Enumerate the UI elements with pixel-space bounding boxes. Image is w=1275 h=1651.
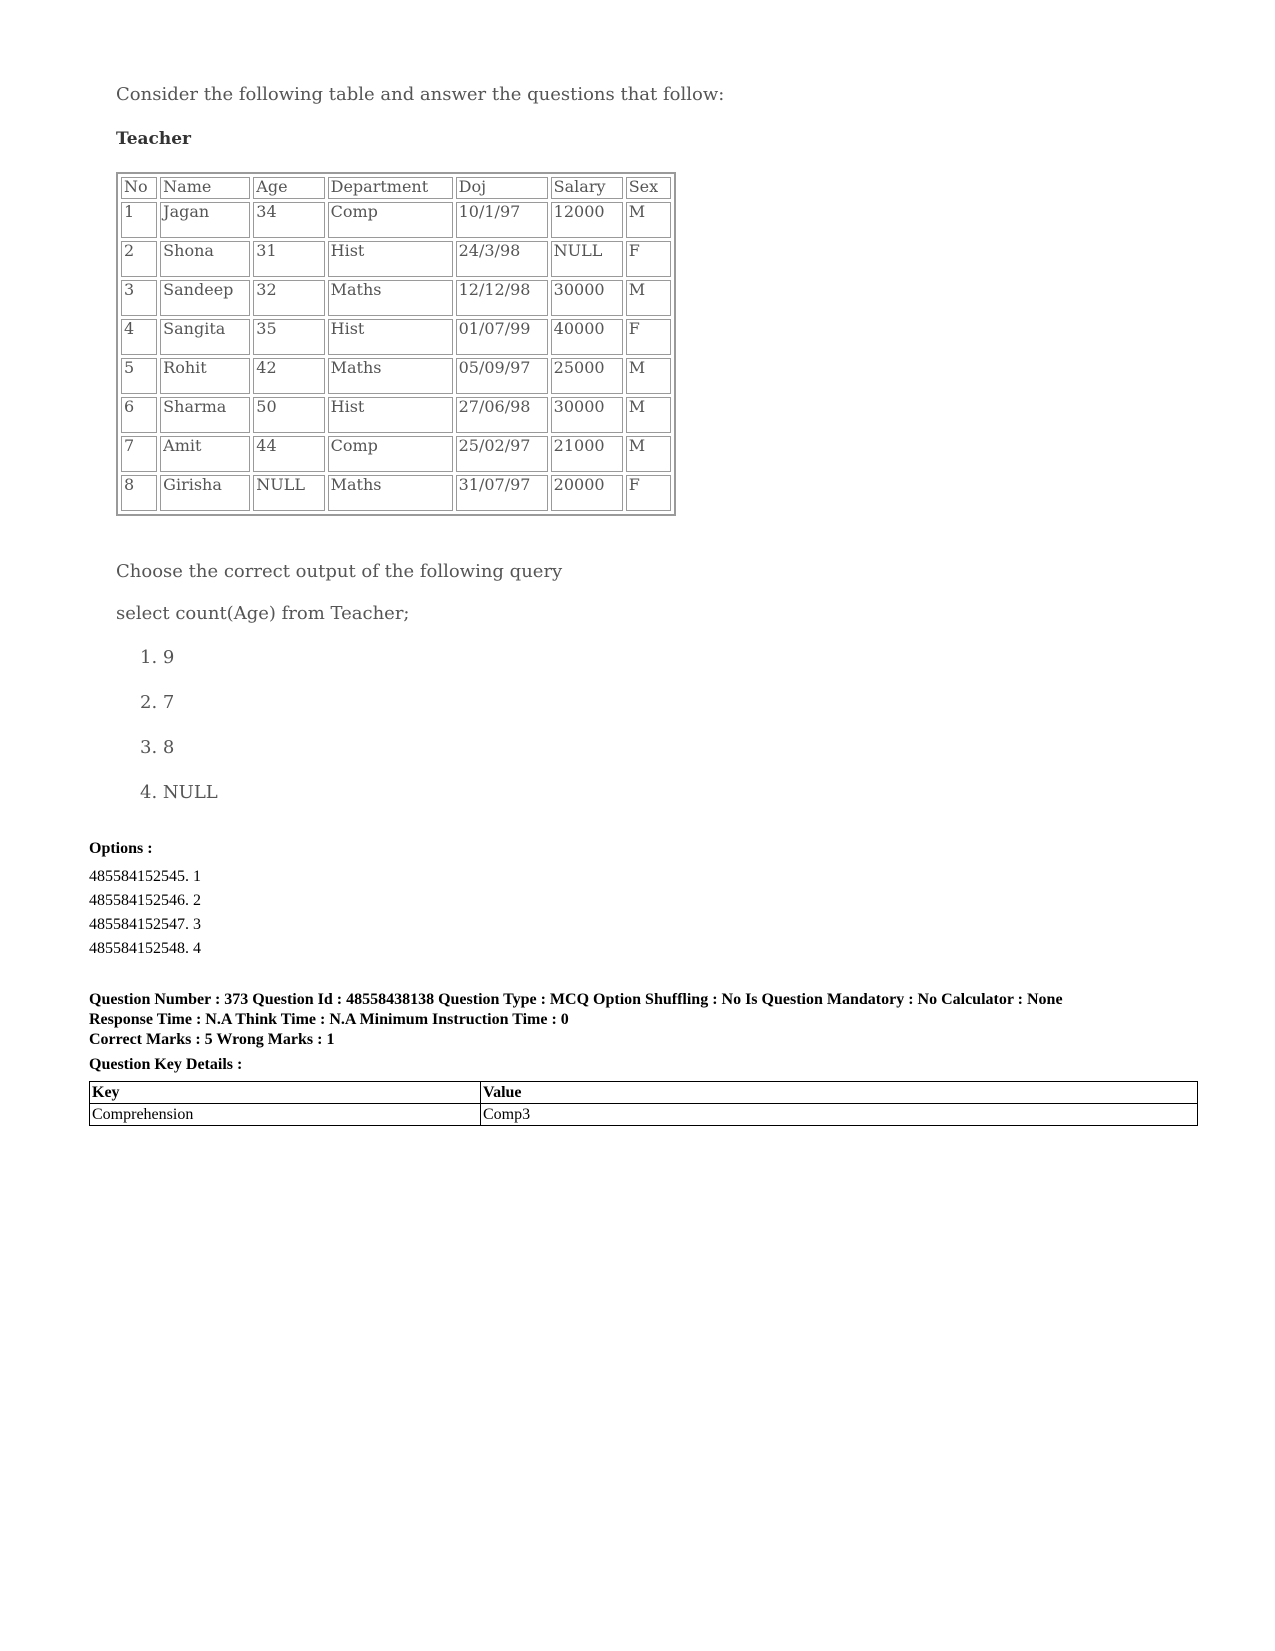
- options-list: [89, 865, 201, 961]
- answer-choice: 2. 7: [140, 692, 175, 713]
- table-cell: NULL: [253, 475, 324, 511]
- table-cell: 6: [121, 397, 157, 433]
- table-cell: Sharma: [160, 397, 250, 433]
- table-cell: 25/02/97: [456, 436, 548, 472]
- column-header: No: [121, 177, 157, 199]
- table-cell: 21000: [551, 436, 623, 472]
- table-cell: 2: [121, 241, 157, 277]
- table-cell: 5: [121, 358, 157, 394]
- table-cell: 12000: [551, 202, 623, 238]
- table-cell: M: [626, 280, 671, 316]
- table-cell: Comp: [328, 202, 453, 238]
- table-cell: F: [626, 475, 671, 511]
- table-name: Teacher: [116, 129, 192, 149]
- answer-choice: 4. NULL: [140, 782, 218, 803]
- table-cell: 3: [121, 280, 157, 316]
- table-cell: 12/12/98: [456, 280, 548, 316]
- marks-line: Correct Marks : 5 Wrong Marks : 1: [89, 1031, 335, 1048]
- table-cell: 05/09/97: [456, 358, 548, 394]
- teacher-table: [116, 172, 676, 516]
- table-cell: M: [626, 202, 671, 238]
- table-cell: 32: [253, 280, 324, 316]
- question-image: [116, 80, 725, 820]
- table-cell: 31: [253, 241, 324, 277]
- column-header: Sex: [626, 177, 671, 199]
- table-cell: 35: [253, 319, 324, 355]
- table-row: [121, 436, 671, 472]
- table-cell: F: [626, 319, 671, 355]
- table-row: [121, 241, 671, 277]
- table-cell: NULL: [551, 241, 623, 277]
- option-item: 485584152546. 2: [89, 892, 201, 909]
- answer-choice: 3. 8: [140, 737, 175, 758]
- table-cell: 27/06/98: [456, 397, 548, 433]
- key-table-header: [90, 1082, 1198, 1104]
- key-details-table: [89, 1081, 1198, 1126]
- option-item: 485584152547. 3: [89, 916, 201, 933]
- table-cell: Hist: [328, 397, 453, 433]
- table-cell: 25000: [551, 358, 623, 394]
- column-header: Salary: [551, 177, 623, 199]
- teacher-table-header: [121, 177, 671, 199]
- option-item: 485584152545. 1: [89, 868, 201, 885]
- sql-query: select count(Age) from Teacher;: [116, 603, 410, 624]
- table-cell: Sandeep: [160, 280, 250, 316]
- column-header: Age: [253, 177, 324, 199]
- table-cell: 40000: [551, 319, 623, 355]
- table-row: [121, 319, 671, 355]
- table-row: [121, 358, 671, 394]
- column-header: Doj: [456, 177, 548, 199]
- question-meta-line: Question Number : 373 Question Id : 48558438138 Question Type : MCQ Option Shuffling : No Is Question Mandatory : No Calculator : None: [89, 991, 1063, 1008]
- table-cell: Girisha: [160, 475, 250, 511]
- table-cell: 7: [121, 436, 157, 472]
- table-cell: Amit: [160, 436, 250, 472]
- table-cell: 44: [253, 436, 324, 472]
- table-cell: 8: [121, 475, 157, 511]
- table-row: [90, 1104, 1198, 1126]
- table-cell: 24/3/98: [456, 241, 548, 277]
- table-row: [121, 202, 671, 238]
- table-cell: Hist: [328, 241, 453, 277]
- table-cell: 4: [121, 319, 157, 355]
- table-cell: Sangita: [160, 319, 250, 355]
- table-cell: 20000: [551, 475, 623, 511]
- column-header: Department: [328, 177, 453, 199]
- table-row: [121, 280, 671, 316]
- column-header: Key: [90, 1082, 481, 1104]
- table-cell: Comp: [328, 436, 453, 472]
- column-header: Value: [481, 1082, 1198, 1104]
- table-cell: 31/07/97: [456, 475, 548, 511]
- question-intro: Consider the following table and answer the questions that follow:: [116, 84, 725, 105]
- table-cell: Rohit: [160, 358, 250, 394]
- table-cell: Hist: [328, 319, 453, 355]
- table-cell: M: [626, 436, 671, 472]
- table-cell: Comprehension: [90, 1104, 481, 1126]
- table-cell: Maths: [328, 475, 453, 511]
- question-meta: [89, 990, 1209, 1030]
- table-cell: Comp3: [481, 1104, 1198, 1126]
- table-cell: Maths: [328, 358, 453, 394]
- table-cell: 1: [121, 202, 157, 238]
- table-cell: 30000: [551, 280, 623, 316]
- table-row: [121, 397, 671, 433]
- table-cell: M: [626, 358, 671, 394]
- table-cell: 42: [253, 358, 324, 394]
- table-cell: 50: [253, 397, 324, 433]
- options-title: Options :: [89, 840, 153, 857]
- column-header: Name: [160, 177, 250, 199]
- table-row: [121, 475, 671, 511]
- table-cell: 30000: [551, 397, 623, 433]
- table-cell: Jagan: [160, 202, 250, 238]
- option-item: 485584152548. 4: [89, 940, 201, 957]
- table-cell: 10/1/97: [456, 202, 548, 238]
- table-cell: M: [626, 397, 671, 433]
- question-meta-line: Response Time : N.A Think Time : N.A Minimum Instruction Time : 0: [89, 1011, 569, 1028]
- table-cell: 01/07/99: [456, 319, 548, 355]
- answer-choice: 1. 9: [140, 647, 175, 668]
- table-cell: 34: [253, 202, 324, 238]
- key-details-title: Question Key Details :: [89, 1056, 243, 1073]
- table-cell: Maths: [328, 280, 453, 316]
- table-cell: F: [626, 241, 671, 277]
- table-cell: Shona: [160, 241, 250, 277]
- query-prompt: Choose the correct output of the following query: [116, 561, 563, 582]
- answer-choices: [140, 647, 218, 827]
